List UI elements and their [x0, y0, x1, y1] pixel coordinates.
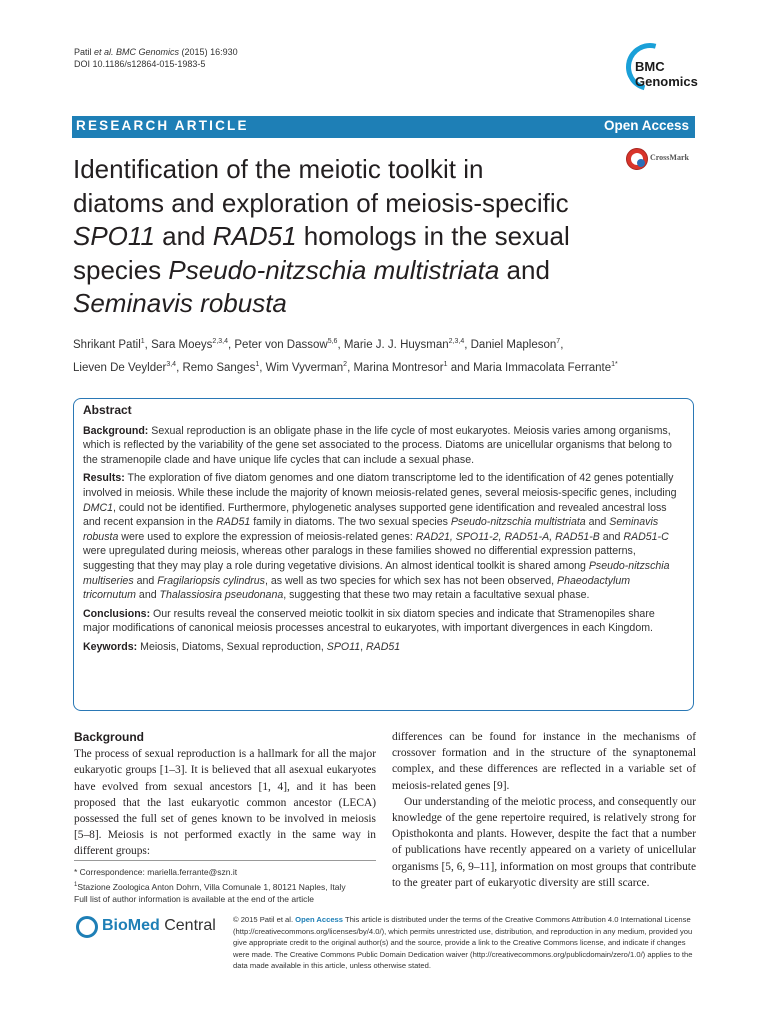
gene-name: RAD21, SPO11-2, RAD51-A, RAD51-B	[415, 530, 600, 543]
abstract-label: Keywords:	[83, 640, 138, 653]
abstract-text: Meiosis, Diatoms, Sexual reproduction,	[137, 640, 327, 653]
citation-line	[74, 46, 238, 58]
species-name: Fragilariopsis cylindrus	[157, 574, 265, 587]
title-text: and	[154, 221, 213, 251]
abstract-text: and	[133, 574, 158, 587]
abstract-text: and	[585, 516, 610, 529]
author-name: Daniel Mapleson	[470, 338, 557, 351]
body-paragraph: The process of sexual reproduction is a hallmark for all the major eukaryotic groups [1–3]. It is believed that all asexual eukaryotes have evolved from sexual ancestors [1, 4], and it has been proposed that the last eukaryotic common ancestor (LECA) possessed the full set of genes known to be involved in meiosis [5–8]. Meiosis is not performed exactly in the same way in different groups:	[74, 748, 376, 858]
body-right-column	[392, 729, 696, 891]
abstract-text: , could not be identified. Furthermore, phylogenetic analyses supported gene identification and revealed ancestral loss and recent expansion in the	[83, 501, 667, 529]
abstract-content	[83, 403, 683, 659]
crossmark-label: CrossMark	[650, 153, 689, 162]
abstract-text: The exploration of five diatom genomes and one diatom transcriptome led to the identification of 42 genes potentially involved in meiosis. While these include the majority of known meiosis-related genes, several meiosis-specific genes, including	[83, 472, 677, 499]
species-name: Phaeodactylum tricornutum	[83, 574, 631, 602]
species-name: Pseudo-nitzschia multistriata	[450, 516, 586, 529]
gene-name: RAD51	[366, 640, 401, 653]
author-name: Shrikant Patil	[73, 338, 141, 351]
abstract-label: Results:	[83, 472, 125, 485]
author-affil: 7	[556, 338, 561, 345]
abstract-conclusions	[83, 607, 683, 636]
author-name: Peter von Dassow	[234, 338, 328, 351]
species-name: Thalassiosira pseudonana	[159, 589, 284, 602]
author-line: Lieven De Veylder$^{3,4}$, Remo Sanges$^1$, Wim Vyverman$^2$, Marina Montresor$^1$ and Maria Immacolata Ferrante$^{1*}$	[73, 360, 618, 374]
abstract-text: , suggesting that these two may retain a facultative sexual phase.	[283, 589, 590, 602]
author-affil: 1	[140, 338, 145, 345]
abstract-text: were upregulated during meiosis, whereas other paralogs in these families showed no differential expression patterns, suggesting that they may play a role during vegetative divisions. An almost identical toolkit is shared among	[83, 545, 636, 572]
title-gene-spo11: SPO11	[73, 221, 155, 251]
article-type-banner	[72, 116, 695, 138]
author-name: Wim Vyverman	[265, 361, 344, 374]
publisher-name	[102, 917, 216, 935]
article-title	[73, 153, 633, 321]
title-text: homologs in the sexual	[296, 221, 570, 251]
title-line	[73, 287, 633, 321]
abstract-text: and	[599, 530, 624, 543]
abstract-background	[83, 424, 683, 468]
author-name: Marina Montresor	[353, 361, 444, 374]
abstract-text: ,	[360, 640, 367, 653]
publisher-name-bold: BioMed	[102, 917, 160, 934]
biomed-circle-icon	[76, 916, 98, 938]
title-line: Identification of the meiotic toolkit in	[73, 154, 484, 184]
citation-volume: (2015) 16:930	[179, 47, 238, 57]
title-line	[73, 220, 633, 254]
gene-name: RAD51-C	[623, 530, 669, 543]
author-name: Maria Immacolata Ferrante	[473, 361, 612, 374]
gene-name: SPO11	[326, 640, 361, 653]
affil-sup: 1	[74, 881, 78, 888]
abstract-label: Conclusions:	[83, 607, 151, 620]
body-paragraph: Our understanding of the meiotic process, and consequently our knowledge of the gene repertoire required, is relatively strong for Opisthokonta and plants. However, despite the fact that a number of publications have recently appeared on a variety of unicellular organisms [5, 6, 9–11], information on most groups that contribute to the greater part of eukaryotic diversity are still scarce.	[392, 795, 696, 889]
author-affil: 2,3,4	[448, 338, 465, 345]
logo-text-genomics: Genomics	[635, 74, 698, 89]
abstract-text: were used to explore the expression of meiosis-related genes:	[118, 530, 416, 543]
section-heading-background: Background	[74, 730, 145, 744]
author-name: Marie J. J. Huysman	[343, 338, 449, 351]
abstract-text: Our results reveal the conserved meiotic toolkit in six diatom species and indicate that Stramenopiles share major modifications of canonical meiosis processes ancestral to eukaryotes, with important divergences in each Kingdom.	[83, 607, 655, 635]
author-info-note: Full list of author information is available at the end of the article	[74, 893, 315, 904]
citation-etal: et al.	[91, 47, 117, 57]
abstract-text: and	[135, 589, 160, 602]
citation-block	[74, 46, 238, 70]
affiliation-text: Stazione Zoologica Anton Dohrn, Villa Comunale 1, 80121 Naples, Italy	[77, 881, 346, 892]
abstract-results	[83, 471, 683, 602]
article-type-label: RESEARCH ARTICLE	[76, 118, 249, 133]
title-text: and	[499, 254, 550, 285]
doi[interactable]: DOI 10.1186/s12864-015-1983-5	[74, 59, 206, 69]
species-name: Seminavis robusta	[83, 516, 659, 543]
species-name: Pseudo-nitzschia multiseries	[83, 559, 670, 587]
abstract-box	[73, 398, 694, 711]
title-line: diatoms and exploration of meiosis-specific	[73, 187, 569, 218]
citation-authors: Patil	[74, 47, 92, 57]
abstract-keywords	[83, 640, 683, 655]
body-paragraph: differences can be found for instance in the mechanisms of crossover formation and in the structure of the synaptonemal complex, and these differences are reflected in a variable set of meiosis-related genes [9].	[392, 731, 696, 792]
license-open-access: Open Access	[295, 915, 344, 924]
footnote-divider	[74, 860, 376, 861]
author-name: Sara Moeys	[151, 338, 213, 351]
license-text	[233, 914, 698, 972]
title-species: Pseudo-nitzschia multistriata	[168, 254, 500, 285]
abstract-text: family in diatoms. The two sexual species	[250, 516, 451, 529]
author-affil: 1*	[611, 360, 618, 368]
author-affil: 2,3,4	[212, 338, 228, 345]
body-left-column	[74, 729, 376, 860]
gene-name: DMC1	[83, 501, 114, 514]
title-text: species	[73, 254, 169, 285]
license-body: This article is distributed under the terms of the Creative Commons Attribution 4.0 International License (http://creativecommons.org/licenses/by/4.0/), which permits unrestricted use, distribution, and reproduction in any medium, provided you give appropriate credit to the original author(s) and the source, provide a link to the Creative Commons license, and indicate if changes were made. The Creative Commons Public Domain Dedication waiver (http://creativecommons.org/publicdomain/zero/1.0/) applies to the data made available in this article, unless otherwise stated.	[233, 915, 693, 971]
abstract-heading: Abstract	[83, 403, 132, 417]
author-affil: 2	[343, 360, 348, 368]
citation-journal: BMC Genomics	[116, 47, 180, 57]
publisher-name-plain: Central	[159, 917, 216, 934]
publisher-logo[interactable]	[76, 912, 226, 944]
footnotes	[74, 866, 376, 905]
author-name: Remo Sanges	[182, 361, 256, 374]
author-affil: 1	[443, 360, 448, 368]
abstract-label: Background:	[83, 424, 149, 437]
author-name: Lieven De Veylder	[73, 361, 167, 374]
title-line	[73, 254, 633, 288]
license-prefix: © 2015 Patil et al.	[233, 915, 296, 924]
logo-text-bmc: BMC	[635, 59, 665, 74]
crossmark-badge[interactable]	[626, 148, 701, 170]
abstract-text: Sexual reproduction is an obligate phase in the life cycle of most eukaryotes. Meiosis varies among organisms, which is reflected by the variability of the gene set associated to the process. Diatoms are unicellular organisms that belong to the stramenopile clade and have unique life cycles that can include a sexual phase.	[83, 424, 672, 466]
open-access-label[interactable]: Open Access	[603, 118, 689, 133]
title-species: Seminavis robusta	[73, 288, 287, 318]
author-list	[73, 332, 698, 378]
affiliation	[74, 879, 376, 893]
author-affil: 1	[255, 360, 260, 368]
correspondence[interactable]: * Correspondence: mariella.ferrante@szn.it	[74, 867, 238, 877]
gene-name: RAD51	[216, 516, 251, 529]
abstract-text: , as well as two species for which sex has not been observed,	[264, 574, 558, 587]
author-affil: 5,6	[327, 338, 338, 345]
author-affil: 3,4	[166, 360, 177, 368]
journal-logo[interactable]	[622, 41, 700, 101]
title-gene-rad51: RAD51	[212, 221, 297, 251]
author-line: Shrikant Patil$^1$, Sara Moeys$^{2,3,4}$, Peter von Dassow$^{5,6}$, Marie J. J. Huysman$^{2,3,4}$, Daniel Mapleson$^7$,	[73, 338, 564, 351]
